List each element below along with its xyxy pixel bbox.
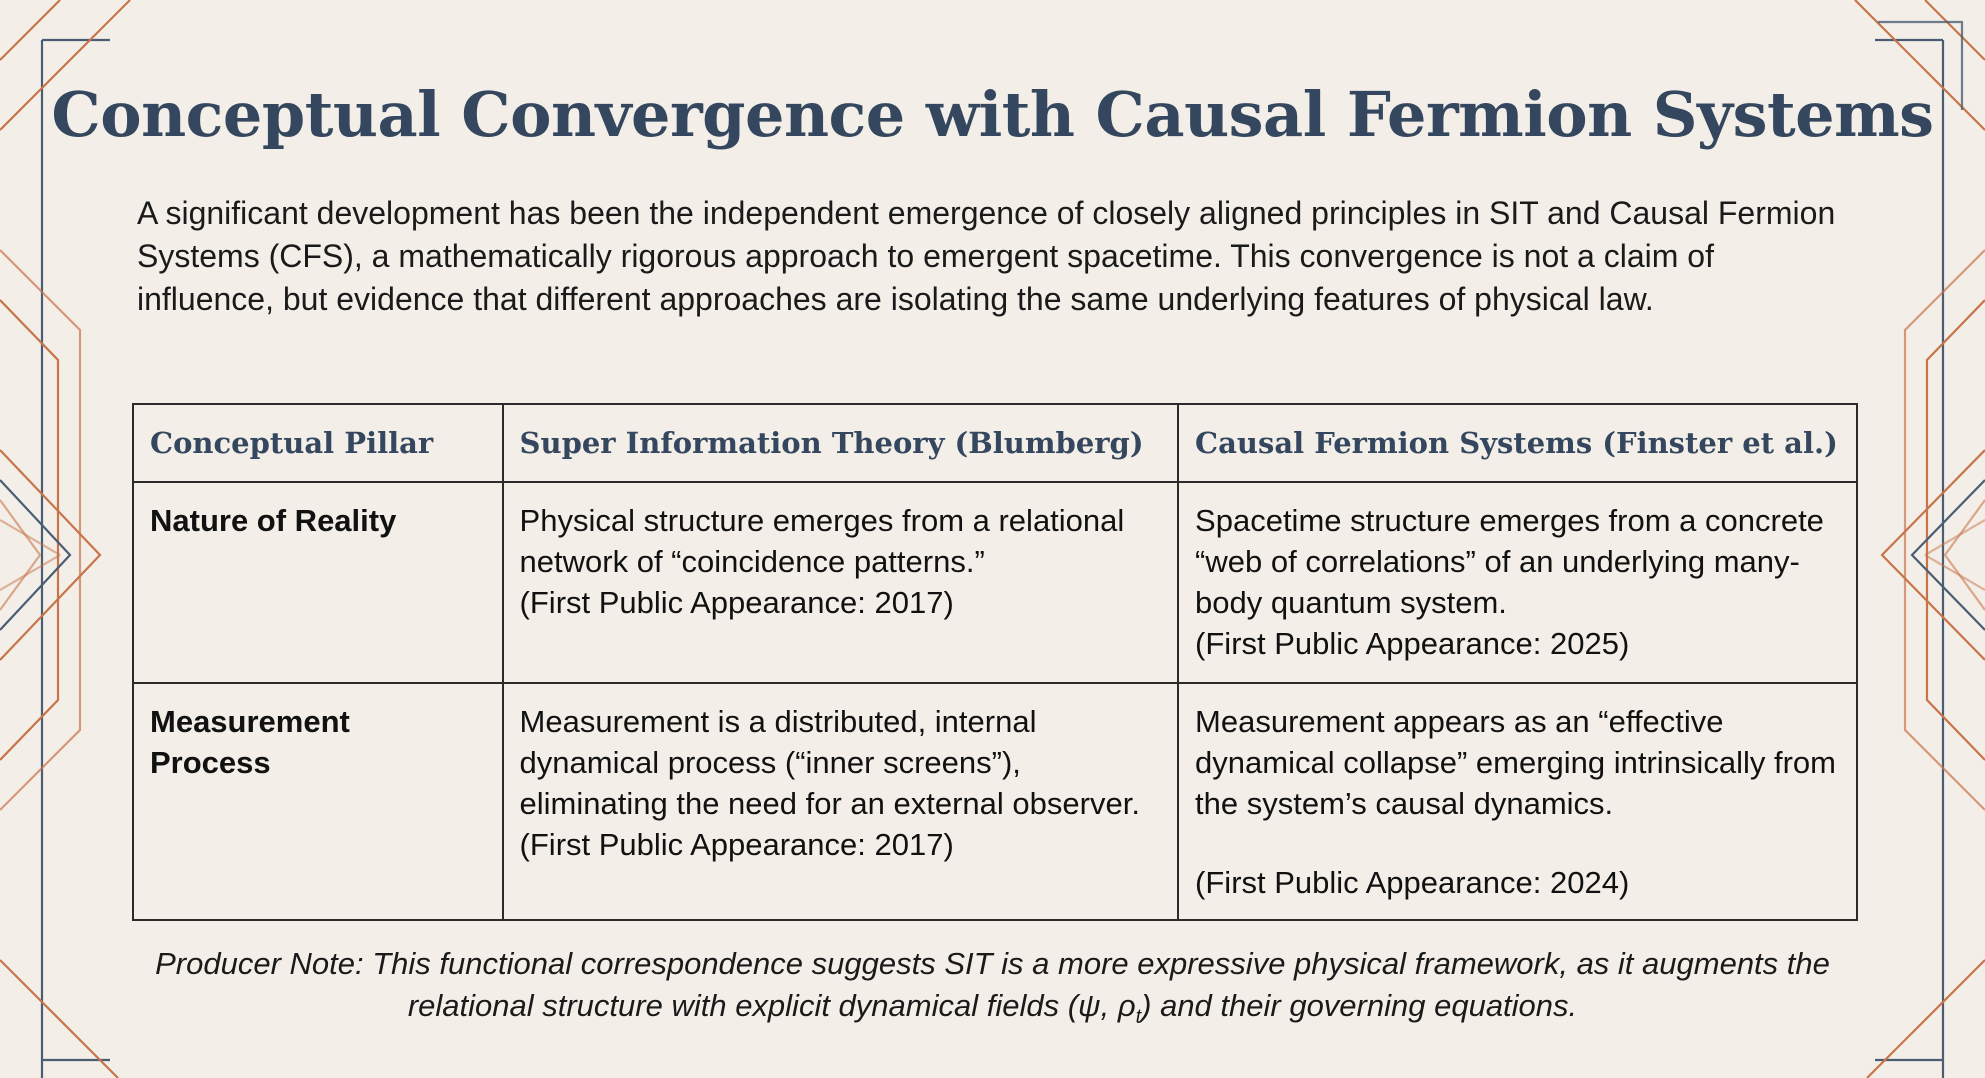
table-row <box>133 482 1857 683</box>
side-line <box>1925 520 1985 590</box>
page-title: Conceptual Convergence with Causal Fermion Systems <box>51 78 1934 151</box>
side-line <box>1912 480 1985 630</box>
side-line <box>1945 500 1985 610</box>
pillar-name: Nature of Reality <box>133 482 503 683</box>
side-line <box>1927 300 1985 760</box>
table-row <box>133 683 1857 920</box>
producer-note <box>100 943 1885 1038</box>
note-text: Producer Note: This functional correspondence suggests SIT is a more expressive physical framework, as it augments the relational structure with explicit dynamical fields (ψ, ρ <box>155 946 1830 1023</box>
side-line <box>0 250 80 810</box>
side-line <box>0 520 60 590</box>
comparison-table <box>132 403 1858 921</box>
cfs-appearance: (First Public Appearance: 2025) <box>1195 626 1630 661</box>
corner-line <box>1925 0 1985 60</box>
sit-appearance: (First Public Appearance: 2017) <box>519 585 954 620</box>
side-line <box>0 450 100 660</box>
sit-cell <box>503 683 1179 920</box>
pillar-name: Measurement Process <box>133 683 503 920</box>
column-header-sit: Super Information Theory (Blumberg) <box>503 404 1179 482</box>
cfs-appearance: (First Public Appearance: 2024) <box>1195 865 1630 900</box>
side-line <box>0 480 70 630</box>
cfs-cell <box>1178 683 1857 920</box>
side-line <box>1882 450 1985 660</box>
column-header-cfs: Causal Fermion Systems (Finster et al.) <box>1178 404 1857 482</box>
note-subscript: t <box>1135 1006 1142 1029</box>
cfs-description: Measurement appears as an “effective dynamical collapse” emerging intrinsically from the system’s causal dynamics. <box>1195 704 1836 821</box>
side-line <box>0 500 40 610</box>
intro-paragraph: A significant development has been the independent emergence of closely aligned principles in SIT and Causal Fermion Systems (CFS), a mathematically rigorous approach to emergent spacetime. This convergence is not a claim of influence, but evidence that different approaches are isolating the same underlying features of physical law. <box>137 195 1836 317</box>
side-line <box>1905 250 1985 810</box>
corner-line <box>0 0 60 60</box>
side-line <box>0 300 58 760</box>
cfs-cell <box>1178 482 1857 683</box>
note-text-end: ) and their governing equations. <box>1141 988 1578 1023</box>
cfs-description: Spacetime structure emerges from a concrete “web of correlations” of an underlying many-body quantum system. <box>1195 503 1824 620</box>
column-header-pillar: Conceptual Pillar <box>133 404 503 482</box>
sit-description: Physical structure emerges from a relational network of “coincidence patterns.” <box>519 503 1125 579</box>
table-header-row <box>133 404 1857 482</box>
sit-cell <box>503 482 1179 683</box>
sit-description: Measurement is a distributed, internal dynamical process (“inner screens”), eliminating the need for an external observer. <box>519 704 1140 821</box>
sit-appearance: (First Public Appearance: 2017) <box>519 827 954 862</box>
